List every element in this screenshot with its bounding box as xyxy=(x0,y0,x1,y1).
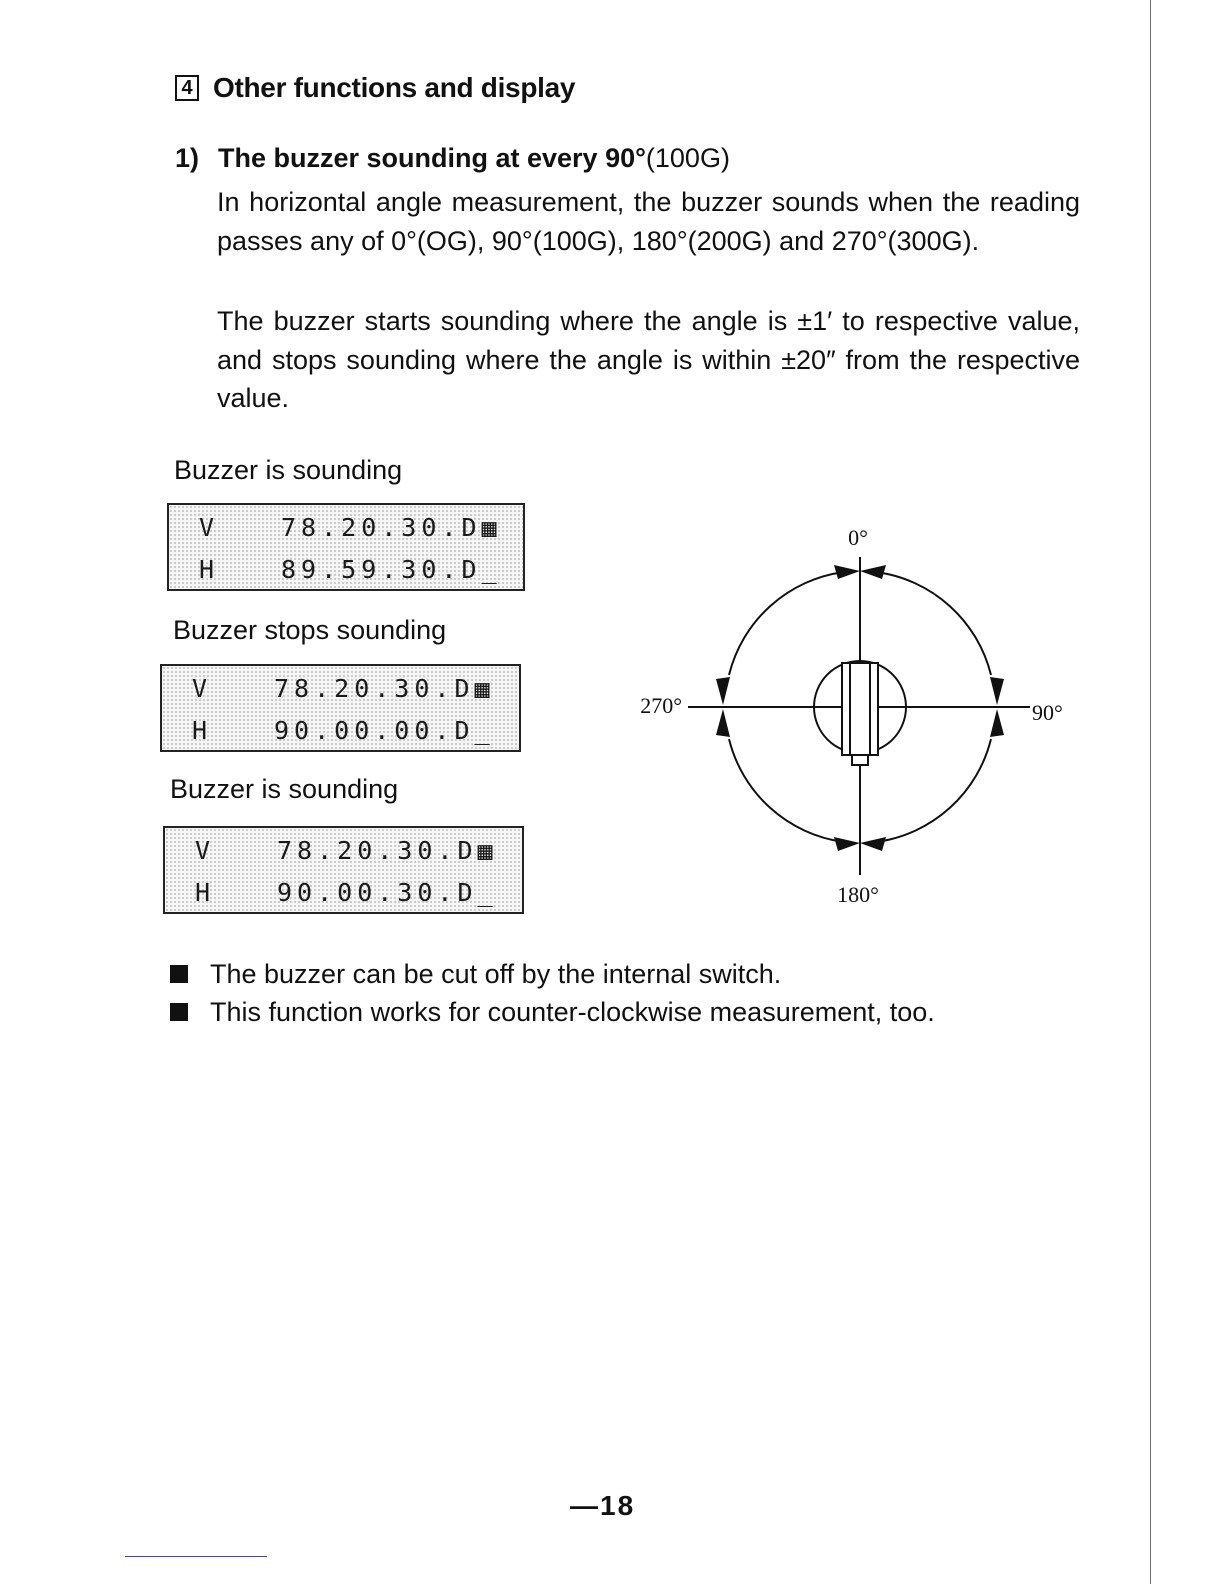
lcd-row-value: 90.00.30.D_ xyxy=(277,877,498,907)
lcd-row-key: V xyxy=(195,835,211,865)
instrument-icon xyxy=(814,661,906,765)
lcd-display xyxy=(163,826,524,914)
lcd-row-value: 78.20.30.D▦ xyxy=(277,835,498,865)
arc-270-to-0 xyxy=(729,572,843,675)
subsection-title-unit: (100G) xyxy=(645,143,730,173)
lcd-row-key: H xyxy=(195,877,211,907)
section-heading xyxy=(175,72,575,104)
lcd-display xyxy=(167,503,525,591)
arc-90-to-180 xyxy=(877,739,991,842)
section-number-box: 4 xyxy=(175,75,199,101)
arrow-bottom-left xyxy=(834,837,860,851)
lcd-display xyxy=(160,664,521,752)
telescope-eyepiece xyxy=(852,755,868,765)
arrow-bottom-right xyxy=(860,837,886,851)
lcd-row-key: V xyxy=(199,512,215,542)
arrow-top-right xyxy=(860,565,886,579)
angle-diagram xyxy=(600,505,1120,925)
label-180-deg: 180° xyxy=(837,882,879,907)
notes-list xyxy=(170,955,935,1031)
arrow-top-left xyxy=(834,565,860,579)
list-item xyxy=(170,993,935,1031)
square-bullet-icon xyxy=(170,1003,188,1021)
note-text: This function works for counter-clockwise measurement, too. xyxy=(210,996,935,1027)
paragraph-buzzer-range: The buzzer starts sounding where the angle is ±1′ to respective value, and stops sounding where the angle is within ±20″ from the respective value. xyxy=(217,306,1080,413)
page-number: —18 xyxy=(570,1490,636,1521)
display-label: Buzzer is sounding xyxy=(174,455,403,485)
list-item xyxy=(170,955,935,993)
arc-180-to-270 xyxy=(729,739,843,842)
arc-0-to-90 xyxy=(877,572,991,675)
arrow-right-upper xyxy=(990,677,1004,705)
label-90-deg: 90° xyxy=(1032,700,1063,725)
paragraph-buzzer-passes: In horizontal angle measurement, the buzzer sounds when the reading passes any of 0°(OG), 90°(100G), 180°(200G) and 270°(300G). xyxy=(217,187,1080,256)
subsection-number: 1) xyxy=(175,143,200,173)
section-title: Other functions and display xyxy=(213,72,576,103)
subsection-heading xyxy=(175,143,730,174)
bottom-edge-line xyxy=(125,1556,267,1557)
telescope xyxy=(842,663,878,755)
lcd-row-value: 78.20.30.D▦ xyxy=(274,673,495,703)
label-0-deg: 0° xyxy=(848,525,868,550)
lcd-row-value: 78.20.30.D▦ xyxy=(281,512,502,542)
arrow-right-lower xyxy=(990,709,1004,737)
lcd-row-value: 90.00.00.D_ xyxy=(274,715,495,745)
note-text: The buzzer can be cut off by the internal switch. xyxy=(210,958,782,989)
lcd-row-key: H xyxy=(192,715,208,745)
square-bullet-icon xyxy=(170,965,188,983)
label-270-deg: 270° xyxy=(640,693,682,718)
arrow-left-lower xyxy=(716,709,730,737)
lcd-row-key: H xyxy=(199,554,215,584)
arrow-left-upper xyxy=(716,677,730,705)
display-label: Buzzer is sounding xyxy=(170,774,399,804)
lcd-row-key: V xyxy=(192,673,208,703)
page-edge-rule xyxy=(1150,0,1151,1584)
subsection-title: The buzzer sounding at every 90° xyxy=(218,143,646,173)
lcd-row-value: 89.59.30.D_ xyxy=(281,554,502,584)
display-label: Buzzer stops sounding xyxy=(173,615,447,645)
